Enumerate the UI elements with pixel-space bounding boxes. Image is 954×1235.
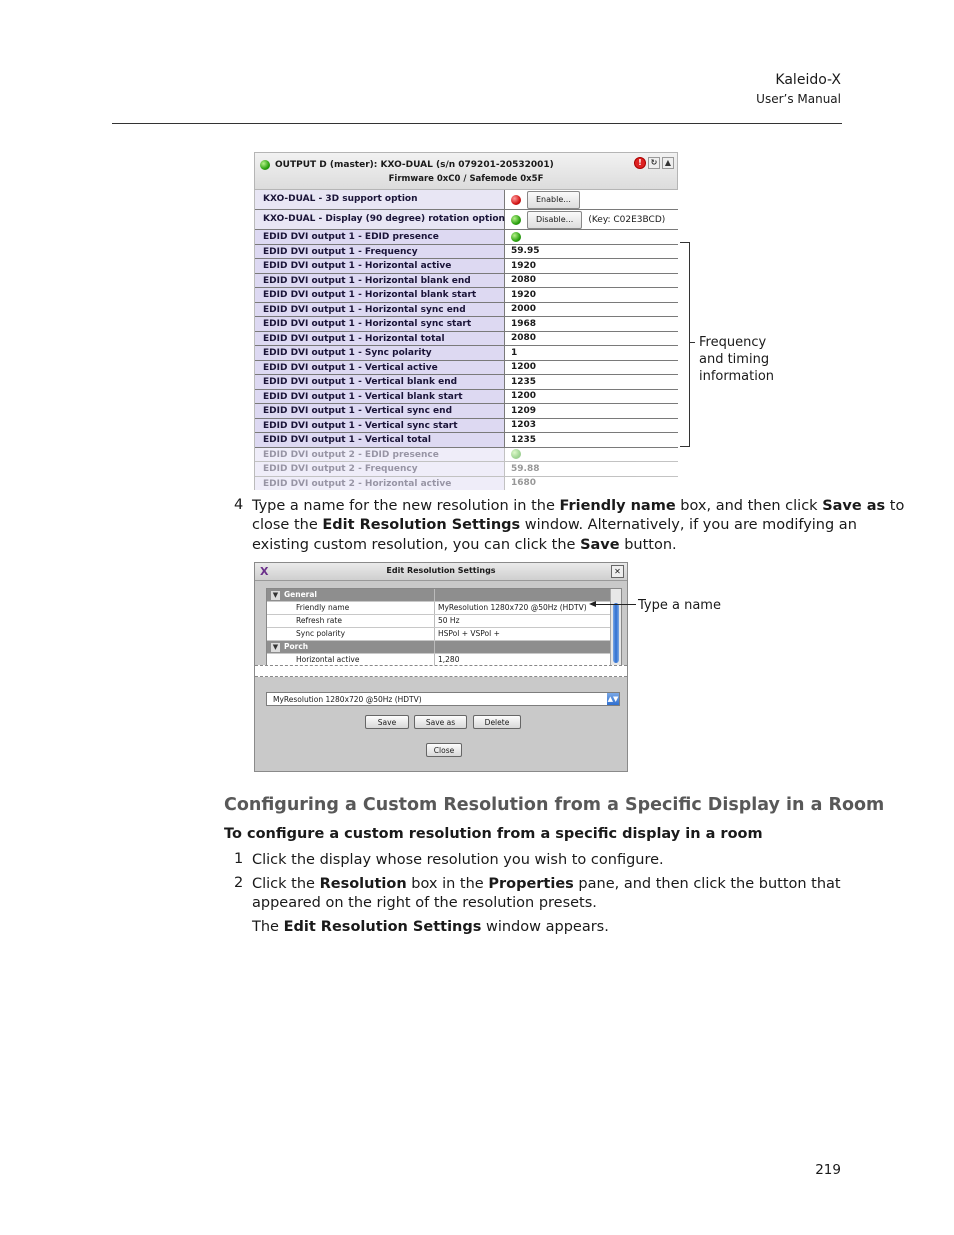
edit-resolution-settings-screenshot	[254, 562, 628, 772]
dropdown-arrow-icon[interactable]: ▲▼	[607, 695, 619, 703]
edid-row-value	[505, 230, 678, 244]
bracket	[680, 242, 690, 447]
edid-row	[255, 448, 678, 463]
collapse-icon[interactable]: ▼	[272, 643, 279, 651]
edid-row	[255, 230, 678, 245]
edid-row-value: 1200	[511, 362, 537, 373]
step-4-line-1: Type a name for the new resolution in the Friendly name box, and then click Save as to	[252, 498, 905, 514]
close-icon[interactable]: ✕	[611, 565, 624, 578]
callout-line: and timing	[699, 352, 770, 367]
property-row[interactable]: Sync polarity HSPol + VSPol +	[267, 628, 621, 641]
dialog-titlebar	[255, 563, 627, 581]
edid-row-value: 1920	[511, 289, 537, 300]
enable-button[interactable]: Enable...	[527, 191, 580, 209]
option-label: KXO-DUAL - 3D support option	[255, 190, 505, 209]
section-heading: Configuring a Custom Resolution from a Specific Display in a Room	[224, 795, 885, 815]
step-number: 4	[234, 497, 244, 513]
step-1-text: Click the display whose resolution you wish to configure.	[252, 852, 664, 868]
edid-row-label: EDID DVI output 1 - Sync polarity	[255, 346, 505, 360]
dialog-title: Edit Resolution Settings	[386, 566, 496, 575]
option-label: KXO-DUAL - Display (90 degree) rotation option	[255, 210, 505, 229]
bracket-tick	[689, 342, 695, 343]
device-header	[254, 152, 678, 190]
edid-row-label: EDID DVI output 1 - EDID presence	[255, 230, 505, 244]
step-2-line-2: appeared on the right of the resolution presets.	[252, 895, 597, 911]
edid-row	[255, 303, 678, 318]
edid-row-label: EDID DVI output 2 - Frequency	[255, 462, 505, 476]
edid-row-value: 1	[511, 347, 518, 358]
edid-row	[255, 332, 678, 347]
firmware-label: Firmware 0xC0 / Safemode 0x5F	[388, 174, 544, 184]
edid-status-screenshot	[254, 152, 678, 490]
step-number: 1	[234, 851, 244, 867]
edid-row	[255, 375, 678, 390]
status-green-icon	[511, 215, 521, 225]
edid-row-label: EDID DVI output 1 - Horizontal blank start	[255, 288, 505, 302]
page-number: 219	[815, 1162, 841, 1178]
edid-row-value	[505, 448, 678, 462]
delete-button[interactable]: Delete	[473, 715, 521, 729]
edid-row	[255, 433, 678, 448]
disable-button[interactable]: Disable...	[527, 211, 582, 229]
app-logo-icon: X	[260, 565, 269, 578]
header-subtitle: User’s Manual	[756, 92, 841, 106]
edid-row-value: 59.95	[511, 246, 540, 257]
edid-row-value: 1200	[511, 391, 537, 402]
status-red-icon	[511, 195, 521, 205]
status-table	[254, 190, 678, 490]
edid-row	[255, 317, 678, 332]
edid-row-value: 1235	[511, 434, 537, 445]
edid-row-value: 1235	[511, 376, 537, 387]
type-a-name-callout: Type a name	[638, 598, 721, 613]
edid-row	[255, 390, 678, 405]
device-status-led-icon	[260, 160, 270, 170]
edid-row-value: 2080	[511, 333, 537, 344]
edid-row	[255, 361, 678, 376]
header-title: Kaleido-X	[775, 72, 841, 88]
save-button[interactable]: Save	[365, 715, 409, 729]
edid-row	[255, 462, 678, 477]
edid-row	[255, 404, 678, 419]
edid-row-value: 2080	[511, 275, 537, 286]
option-row-3d	[255, 190, 678, 210]
save-as-button[interactable]: Save as	[414, 715, 467, 729]
edid-row-label: EDID DVI output 1 - Horizontal active	[255, 259, 505, 273]
device-title: OUTPUT D (master): KXO-DUAL (s/n 079201-20532001)	[275, 160, 554, 170]
edid-row-label: EDID DVI output 1 - Vertical blank end	[255, 375, 505, 389]
category-general[interactable]: ▼ General	[267, 589, 621, 602]
edid-row	[255, 477, 678, 491]
callout-line: Frequency	[699, 335, 767, 350]
edid-row-value: 59.88	[511, 463, 540, 474]
edid-row-value: 1209	[511, 405, 537, 416]
callout-line: information	[699, 369, 775, 384]
edid-row-label: EDID DVI output 1 - Vertical blank start	[255, 390, 505, 404]
error-icon[interactable]: !	[634, 157, 646, 169]
edid-row-label: EDID DVI output 1 - Horizontal sync start	[255, 317, 505, 331]
edid-row-label: EDID DVI output 1 - Horizontal sync end	[255, 303, 505, 317]
edid-row	[255, 288, 678, 303]
vertical-scrollbar[interactable]	[610, 589, 621, 669]
step-2-line-1: Click the Resolution box in the Properties pane, and then click the button that	[252, 876, 841, 892]
edid-row-value: 1203	[511, 420, 537, 431]
close-button[interactable]: Close	[426, 743, 462, 757]
edid-row-label: EDID DVI output 1 - Vertical sync end	[255, 404, 505, 418]
collapse-icon[interactable]: ▼	[272, 591, 279, 599]
edid-row	[255, 419, 678, 434]
status-led-icon	[511, 232, 521, 242]
edid-row-value: 1968	[511, 318, 537, 329]
key-label: (Key: C02E3BCD)	[588, 214, 666, 225]
edid-row	[255, 346, 678, 361]
edid-row-label: EDID DVI output 2 - Horizontal active	[255, 477, 505, 491]
torn-edge-divider	[255, 665, 627, 677]
property-row[interactable]: Refresh rate 50 Hz	[267, 615, 621, 628]
edid-row-label: EDID DVI output 1 - Frequency	[255, 245, 505, 259]
edid-row	[255, 274, 678, 289]
header-rule	[112, 123, 842, 124]
refresh-icon[interactable]: ↻	[648, 157, 660, 169]
category-porch[interactable]: ▼ Porch	[267, 641, 621, 654]
edid-row-label: EDID DVI output 1 - Vertical sync start	[255, 419, 505, 433]
edid-row-label: EDID DVI output 2 - EDID presence	[255, 448, 505, 462]
edid-row-label: EDID DVI output 1 - Vertical total	[255, 433, 505, 447]
status-led-icon	[511, 449, 521, 459]
header-icons	[634, 157, 674, 169]
edid-row-label: EDID DVI output 1 - Vertical active	[255, 361, 505, 375]
property-row[interactable]: Friendly name MyResolution 1280x720 @50Hz (HDTV)	[267, 602, 621, 615]
step-4-line-2: close the Edit Resolution Settings window. Alternatively, if you are modifying an	[252, 517, 857, 533]
step-number: 2	[234, 875, 244, 891]
friendly-name-input[interactable]: MyResolution 1280x720 @50Hz (HDTV)	[438, 603, 587, 612]
edid-row	[255, 245, 678, 260]
resolution-preset-select[interactable]: MyResolution 1280x720 @50Hz (HDTV) ▲▼	[266, 692, 620, 706]
edid-row	[255, 259, 678, 274]
edid-row-label: EDID DVI output 1 - Horizontal total	[255, 332, 505, 346]
arrow-line	[594, 604, 636, 605]
edid-row-value: 2000	[511, 304, 537, 315]
property-row[interactable]: Horizontal active 1,280	[267, 654, 621, 667]
procedure-heading: To configure a custom resolution from a specific display in a room	[224, 826, 763, 842]
property-grid	[266, 588, 622, 670]
scroll-up-icon[interactable]: ▲	[662, 157, 674, 169]
edid-row-value: 1920	[511, 260, 537, 271]
step-4-line-3: existing custom resolution, you can click the Save button.	[252, 537, 677, 553]
edid-row-label: EDID DVI output 1 - Horizontal blank end	[255, 274, 505, 288]
option-row-rotation	[255, 210, 678, 230]
step-2-result: The Edit Resolution Settings window appears.	[252, 919, 609, 935]
edid-row-value: 1680	[511, 478, 537, 489]
